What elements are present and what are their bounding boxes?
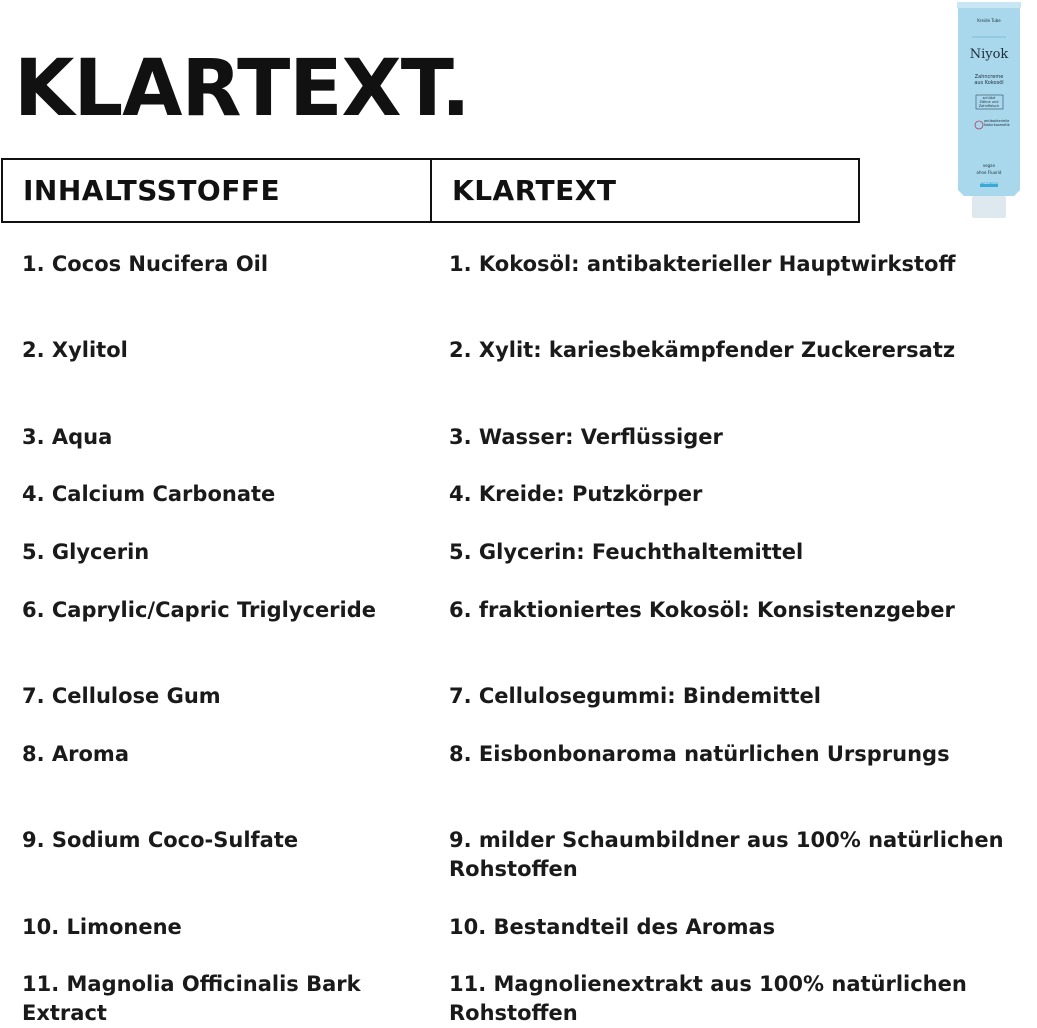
table-row <box>0 740 1037 769</box>
ingredient-explanation: 8. Eisbonbonaroma natürlichen Ursprungs <box>449 742 950 766</box>
tube-description: Zahncreme aus Kokosöl <box>974 74 1004 86</box>
ingredient-name: 3. Aqua <box>22 425 113 449</box>
tube-tagline: Kreide Tube <box>977 18 1001 23</box>
ingredient-explanation: 9. milder Schaumbildner aus 100% natürlichen Rohstoffen <box>449 828 1004 881</box>
tube-badge: antibakterielle Naturkosmetik <box>984 119 1010 127</box>
ingredient-name: 10. Limonene <box>22 915 182 939</box>
header-ingredients: INHALTSSTOFFE <box>3 160 432 221</box>
ingredient-name: 2. Xylitol <box>22 338 128 362</box>
table-row <box>0 826 1037 884</box>
ingredient-explanation: 2. Xylit: kariesbekämpfender Zuckerersatz <box>449 338 956 362</box>
tube-footer-vegan: vegan <box>982 163 996 168</box>
table-row <box>0 682 1037 711</box>
table-row <box>0 596 1037 625</box>
ingredient-name: 4. Calcium Carbonate <box>22 482 276 506</box>
ingredient-explanation: 3. Wasser: Verflüssiger <box>449 425 723 449</box>
header-plain-text: KLARTEXT <box>452 174 617 207</box>
table-row <box>0 480 1037 509</box>
ingredient-name: 9. Sodium Coco-Sulfate <box>22 828 299 852</box>
ingredient-explanation: 1. Kokosöl: antibakterieller Hauptwirkstoff <box>449 252 956 276</box>
product-tube-image <box>956 2 1022 218</box>
tube-flavor: Eisbonbon <box>979 181 999 185</box>
ingredient-name: 1. Cocos Nucifera Oil <box>22 252 269 276</box>
ingredient-explanation: 10. Bestandteil des Aromas <box>449 915 776 939</box>
table-row <box>0 913 1037 942</box>
tube-footer-fluoride: ohne Fluorid <box>976 170 1002 175</box>
table-row <box>0 538 1037 567</box>
ingredient-explanation: 4. Kreide: Putzkörper <box>449 482 703 506</box>
table-row <box>0 423 1037 452</box>
table-row <box>0 970 1037 1028</box>
ingredient-explanation: 6. fraktioniertes Kokosöl: Konsistenzgeber <box>449 598 955 622</box>
ingredient-explanation: 5. Glycerin: Feuchthaltemittel <box>449 540 804 564</box>
ingredient-name: 5. Glycerin <box>22 540 150 564</box>
ingredient-name: 11. Magnolia Officinalis Bark Extract <box>22 972 361 1025</box>
ingredient-name: 8. Aroma <box>22 742 129 766</box>
ingredient-explanation: 7. Cellulosegummi: Bindemittel <box>449 684 821 708</box>
table-row <box>0 250 1037 279</box>
table-row <box>0 336 1037 365</box>
ingredient-name: 6. Caprylic/Capric Triglyceride <box>22 598 377 622</box>
ingredient-explanation: 11. Magnolienextrakt aus 100% natürlichen Rohstoffen <box>449 972 967 1025</box>
page-title: KLARTEXT. <box>14 44 470 134</box>
table-header <box>1 158 860 223</box>
ingredient-name: 7. Cellulose Gum <box>22 684 221 708</box>
tube-box-text: schützt Zähne und Zahnfleisch <box>978 96 1000 108</box>
tube-brand: Niyok <box>969 47 1009 62</box>
